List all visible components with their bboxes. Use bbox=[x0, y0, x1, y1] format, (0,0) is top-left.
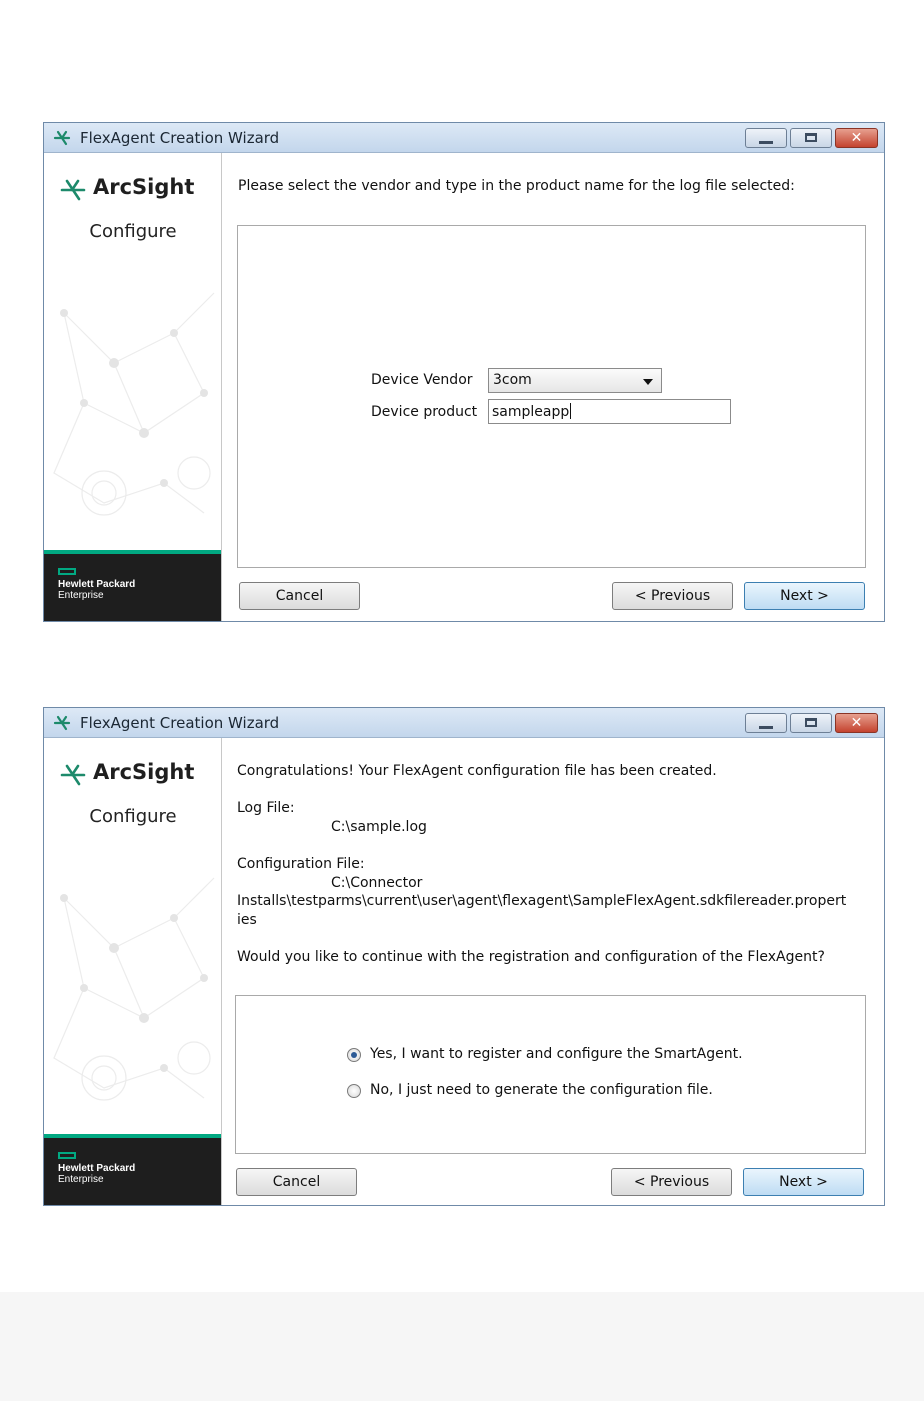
brand-name: ArcSight bbox=[93, 175, 195, 199]
network-pattern-graphic bbox=[44, 273, 222, 533]
config-file-path-line3: ies bbox=[237, 912, 257, 928]
arcsight-icon bbox=[52, 128, 72, 148]
product-input-value: sampleapp bbox=[492, 404, 570, 420]
instruction-text: Please select the vendor and type in the product name for the log file selected: bbox=[238, 178, 795, 194]
radio-label: No, I just need to generate the configuration file. bbox=[370, 1082, 713, 1098]
cancel-button[interactable]: Cancel bbox=[239, 582, 360, 610]
hpe-logo-block bbox=[44, 550, 222, 621]
close-button[interactable] bbox=[835, 713, 878, 733]
vendor-dropdown[interactable] bbox=[488, 368, 662, 393]
vendor-subname: Enterprise bbox=[58, 590, 104, 601]
close-icon: ✕ bbox=[850, 130, 863, 146]
close-icon: ✕ bbox=[850, 715, 863, 731]
hpe-logo-icon bbox=[58, 568, 76, 575]
chevron-down-icon bbox=[643, 379, 653, 385]
config-file-label: Configuration File: bbox=[237, 856, 365, 872]
radio-label: Yes, I want to register and configure the SmartAgent. bbox=[370, 1046, 743, 1062]
form-panel bbox=[237, 225, 866, 568]
title-bar[interactable] bbox=[44, 123, 884, 153]
step-label: Configure bbox=[89, 221, 177, 242]
previous-button[interactable]: < Previous bbox=[611, 1168, 732, 1196]
product-input[interactable] bbox=[488, 399, 731, 424]
text-caret bbox=[570, 403, 571, 419]
log-file-label: Log File: bbox=[237, 800, 295, 816]
product-label: Device product bbox=[371, 404, 478, 420]
accent-bar bbox=[44, 1134, 222, 1138]
hpe-logo-block bbox=[44, 1134, 222, 1205]
title-bar[interactable] bbox=[44, 708, 884, 738]
arcsight-icon bbox=[52, 713, 72, 733]
radio-button-checked[interactable] bbox=[347, 1048, 361, 1062]
wizard-content bbox=[222, 153, 884, 621]
minimize-icon bbox=[759, 141, 773, 144]
minimize-icon bbox=[759, 726, 773, 729]
window-title: FlexAgent Creation Wizard bbox=[80, 714, 280, 732]
wizard-sidebar bbox=[44, 153, 222, 621]
wizard-window-vendor bbox=[43, 122, 885, 622]
maximize-button[interactable] bbox=[790, 128, 832, 148]
log-file-path: C:\sample.log bbox=[331, 819, 427, 835]
minimize-button[interactable] bbox=[745, 713, 787, 733]
network-pattern-graphic bbox=[44, 858, 222, 1118]
congratulations-text: Congratulations! Your FlexAgent configuration file has been created. bbox=[237, 763, 717, 779]
previous-button[interactable]: < Previous bbox=[612, 582, 733, 610]
wizard-content bbox=[222, 738, 884, 1205]
accent-bar bbox=[44, 550, 222, 554]
step-label: Configure bbox=[89, 806, 177, 827]
minimize-button[interactable] bbox=[745, 128, 787, 148]
maximize-icon bbox=[805, 133, 817, 142]
maximize-icon bbox=[805, 718, 817, 727]
brand-name: ArcSight bbox=[93, 760, 195, 784]
vendor-label: Device Vendor bbox=[371, 372, 473, 388]
config-file-path-line1: C:\Connector bbox=[331, 875, 423, 891]
close-button[interactable] bbox=[835, 128, 878, 148]
arcsight-logo-icon bbox=[60, 762, 86, 788]
config-file-path-line2: Installs\testparms\current\user\agent\flexagent\SampleFlexAgent.sdkfilereader.propert bbox=[237, 893, 847, 909]
wizard-window-complete bbox=[43, 707, 885, 1206]
cancel-button[interactable]: Cancel bbox=[236, 1168, 357, 1196]
window-title: FlexAgent Creation Wizard bbox=[80, 129, 280, 147]
continue-question: Would you like to continue with the registration and configuration of the FlexAgent? bbox=[237, 949, 825, 965]
radio-button[interactable] bbox=[347, 1084, 361, 1098]
vendor-subname: Enterprise bbox=[58, 1174, 104, 1185]
next-button[interactable]: Next > bbox=[743, 1168, 864, 1196]
hpe-logo-icon bbox=[58, 1152, 76, 1159]
maximize-button[interactable] bbox=[790, 713, 832, 733]
next-button[interactable]: Next > bbox=[744, 582, 865, 610]
vendor-name: Hewlett Packard bbox=[58, 1163, 136, 1174]
options-panel bbox=[235, 995, 866, 1154]
wizard-sidebar bbox=[44, 738, 222, 1205]
vendor-selected-value: 3com bbox=[493, 372, 532, 388]
vendor-name: Hewlett Packard bbox=[58, 579, 136, 590]
arcsight-logo-icon bbox=[60, 177, 86, 203]
page-footer-band bbox=[0, 1292, 924, 1401]
